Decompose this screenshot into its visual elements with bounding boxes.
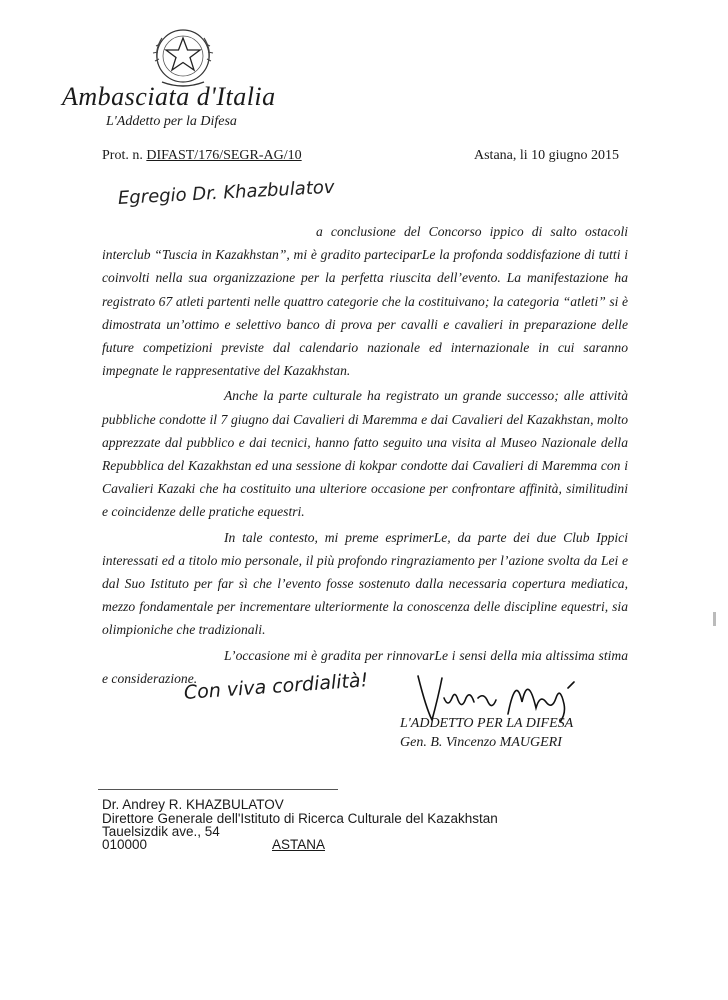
body-paragraph-4: L’occasione mi è gradita per rinnovarLe i sensi della mia altissima stima e considerazione. [102,647,628,686]
recipient-street: Tauelsizdik ave., 54 [102,824,220,839]
recipient-position: Direttore Generale dell'Istituto di Ricerca Culturale del Kazakhstan [102,811,498,826]
signer-title: L'ADDETTO PER LA DIFESA [400,716,574,731]
institution-name: Ambasciata d'Italia [62,82,276,111]
body-paragraph-2: Anche la parte culturale ha registrato un grande successo; alle attività pubbliche condotte il 7 giugno dai Cavalieri di Maremma e dai Cavalieri del Kazakhstan, molto apprezzate dal pubblico e dai tecnici, hanno fatto seguito una visita al Museo Nazionale della Repubblica del Kazakhstan ed una sessione di kokpar condotte dai Cavalieri di Maremma con i Cavalieri Kazaki che ha costituito una ulteriore occasione per confrontare affinità, similitudini e coincidenze delle pratiche equestri. [102,388,628,520]
italian-republic-emblem-icon [148,24,218,90]
body-paragraph-1: a conclusione del Concorso ippico di salto ostacoli interclub “Tuscia in Kazakhstan”, mi è gradito parteciparLe la profonda soddisfazione di tutti i coinvolti nella sua organizzazione per la perfetta riuscita dell’evento. La manifestazione ha registrato 67 atleti partenti nelle quattro categorie che la costituivano; la categoria “atleti” si è dimostrata un’ottimo e selettivo banco di prova per cavalli e cavalieri in preparazione delle future competizioni previste dal calendario nazionale ed internazionale in cui saranno impegnate le rappresentative del Kazakhstan. [102,224,628,379]
place-date: Astana, li 10 giugno 2015 [474,148,620,163]
address-divider [98,789,338,790]
signer-name: Gen. B. Vincenzo MAUGERI [400,735,562,750]
body-paragraph-3: In tale contesto, mi preme esprimerLe, da parte dei due Club Ippici interessati ed a titolo mio personale, il più profondo ringraziamento per l’azione svolta da Lei e dal Suo Istituto per far sì che l’evento fosse sostenuto dalla necessaria copertura mediatica, mezzo fondamentale per incrementare ulteriormente la conoscenza delle discipline equestri, sia olimpioniche che tradizionali. [102,529,628,638]
protocol-number: DIFAST/176/SEGR-AG/10 [146,148,302,163]
protocol-label: Prot. n. [102,148,143,163]
handwritten-closing: Con viva cordialità! [183,669,369,704]
office-name: L'Addetto per la Difesa [106,114,237,129]
protocol-line [102,148,302,164]
recipient-postcode: 010000 [102,837,148,852]
margin-mark [713,612,716,626]
letter-body [102,220,628,692]
recipient-name: Dr. Andrey R. KHAZBULATOV [102,797,284,812]
recipient-city: ASTANA [272,837,326,852]
handwritten-salutation: Egregio Dr. Khazbulatov [117,176,336,209]
